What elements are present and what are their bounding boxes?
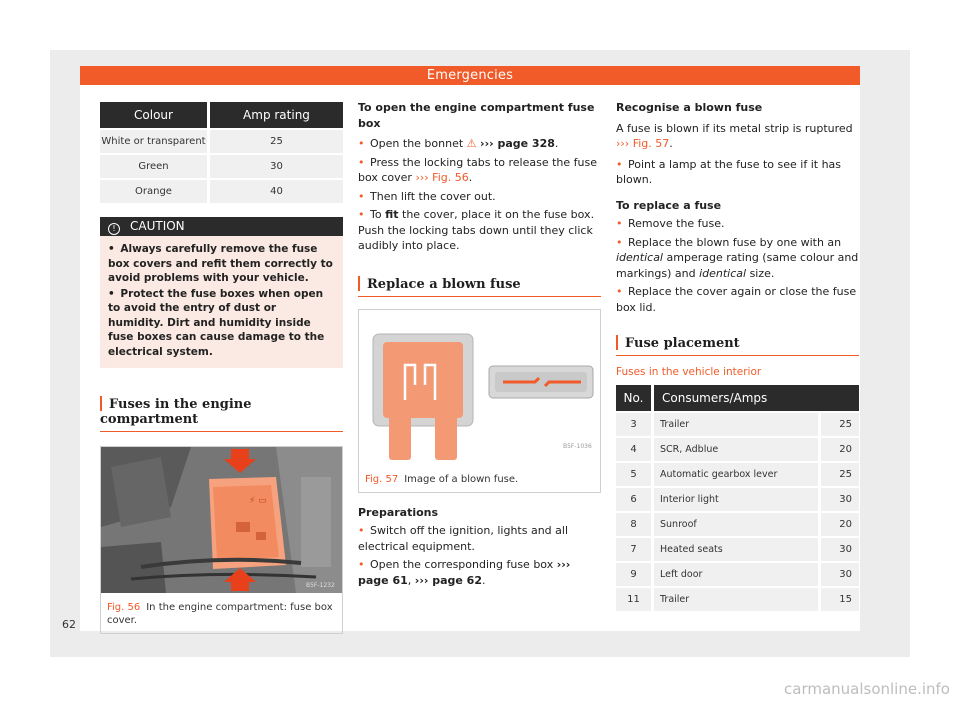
column-middle — [358, 100, 601, 591]
caution-body — [100, 236, 343, 368]
table-header-row — [100, 102, 343, 128]
column-right — [616, 100, 859, 613]
list-item: • Replace the blown fuse by one with an identical amperage rating (same colour and markings) and identical size. — [616, 235, 859, 280]
table-cell: 30 — [210, 155, 343, 178]
list-item: • Replace the cover again or close the fuse box lid. — [616, 285, 857, 314]
table-cell: Orange — [100, 180, 210, 203]
table-row — [100, 130, 343, 153]
bullet-icon: • — [616, 217, 623, 230]
bullet-icon: • — [108, 287, 115, 300]
accent-bar — [358, 276, 360, 291]
table-row: 11 Trailer 15 — [616, 588, 859, 611]
bullet-icon: • — [358, 137, 365, 150]
table-cell: 40 — [210, 180, 343, 203]
table-row: 3 Trailer 25 — [616, 413, 859, 436]
colour-amp-table — [100, 100, 343, 205]
accent-bar — [616, 335, 618, 350]
bullet-icon: • — [358, 208, 365, 221]
column-left — [100, 100, 343, 634]
figure-caption — [101, 597, 342, 633]
figure-56 — [100, 446, 343, 634]
list-item: • Open the bonnet ⚠ ››› page 328. — [358, 137, 559, 150]
table-row — [100, 180, 343, 203]
table-row: 5 Automatic gearbox lever 25 — [616, 463, 859, 486]
caution-item: • Protect the fuse boxes when open to avoid the entry of dust or humidity. Dirt and humidity inside fuse boxes can cause damage to the electrical system. — [108, 287, 325, 358]
list-item: • Remove the fuse. — [616, 217, 725, 230]
figure-text: Image of a blown fuse. — [404, 473, 519, 485]
table-row: 7 Heated seats 30 — [616, 538, 859, 561]
bullet-icon: • — [358, 558, 365, 571]
blown-fuse-illustration — [359, 310, 600, 465]
page-reference-link[interactable]: ››› page 328 — [480, 137, 555, 150]
figure-number: Fig. 56 — [107, 602, 141, 613]
table-caption: Fuses in the vehicle interior — [616, 366, 762, 378]
list-item: • Press the locking tabs to release the fuse box cover ››› Fig. 56. — [358, 155, 598, 184]
table-row: 6 Interior light 30 — [616, 488, 859, 511]
subheading: To replace a fuse — [616, 198, 722, 212]
svg-text:⚡ ▭: ⚡ ▭ — [249, 496, 267, 506]
recognise-blown-fuse — [616, 100, 859, 188]
list-item: • Point a lamp at the fuse to see if it has blown. — [616, 157, 842, 186]
svg-text:B5F-1036: B5F-1036 — [563, 442, 592, 450]
paragraph: A fuse is blown if its metal strip is ruptured ››› Fig. 57. — [616, 121, 853, 150]
table-row: 9 Left door 30 — [616, 563, 859, 586]
open-engine-instructions — [358, 100, 601, 254]
list-item: • Then lift the cover out. — [358, 189, 496, 203]
caution-header — [100, 217, 343, 236]
chapter-header: Emergencies — [80, 66, 860, 85]
svg-text:B5F-1232: B5F-1232 — [306, 582, 335, 589]
caution-item: • Always carefully remove the fuse box covers and refit them correctly to avoid problems with your vehicle. — [108, 243, 333, 284]
accent-bar — [100, 396, 102, 411]
page-reference-link[interactable]: ››› page 61 — [358, 558, 571, 587]
section-title-engine: Fuses in the engine compartment — [100, 396, 343, 432]
bullet-icon: • — [358, 155, 365, 169]
subheading: To open the engine compartment fuse box — [358, 101, 595, 130]
table-header: Amp rating — [210, 102, 343, 128]
table-cell: 25 — [210, 130, 343, 153]
page-reference-link[interactable]: ››› page 62 — [414, 573, 482, 587]
table-header: Colour — [100, 102, 210, 128]
list-item: • Switch off the ignition, lights and all electrical equipment. — [358, 524, 568, 553]
watermark: carmanualsonline.info — [784, 680, 950, 698]
figure-number: Fig. 57 — [365, 473, 399, 485]
list-item: • Open the corresponding fuse box ››› page 61, ››› page 62. — [358, 558, 571, 587]
table-header: No. — [616, 385, 654, 411]
table-cell: White or transparent — [100, 130, 210, 153]
bullet-icon: • — [616, 157, 623, 171]
figure-57 — [358, 309, 601, 493]
fuse-box-cover-photo — [101, 447, 342, 593]
table-row: 4 SCR, Adblue 20 — [616, 438, 859, 461]
table-cell: Green — [100, 155, 210, 178]
bullet-icon: • — [108, 243, 115, 255]
section-title-replace: Replace a blown fuse — [358, 276, 601, 297]
figure-reference-link[interactable]: ››› Fig. 57 — [616, 137, 670, 150]
preparations — [358, 505, 601, 589]
replace-fuse-steps — [616, 198, 859, 316]
table-header: Consumers/Amps — [654, 385, 859, 411]
figure-caption — [359, 469, 600, 492]
section-title-placement: Fuse placement — [616, 335, 859, 356]
subheading: Recognise a blown fuse — [616, 101, 763, 114]
bullet-icon: • — [358, 524, 365, 537]
table-row — [100, 155, 343, 178]
table-header-row — [616, 385, 859, 411]
page-number: 62 — [62, 618, 76, 631]
list-item: • To fit the cover, place it on the fuse box. Push the locking tabs down until they click audibly into place. — [358, 208, 595, 252]
bullet-icon: • — [616, 285, 623, 298]
subheading: Preparations — [358, 505, 439, 519]
bullet-icon: • — [358, 189, 365, 203]
bullet-icon: • — [616, 235, 623, 249]
caution-box — [100, 217, 343, 368]
interior-fuse-table — [616, 383, 859, 613]
table-row: 8 Sunroof 20 — [616, 513, 859, 536]
warning-triangle-icon: ⚠ — [466, 137, 477, 150]
figure-reference-link[interactable]: ››› Fig. 56 — [415, 171, 469, 184]
caution-title: CAUTION — [130, 219, 185, 233]
exclamation-circle-icon: ! — [108, 223, 120, 235]
figure-text: In the engine compartment: fuse box cover. — [107, 602, 333, 626]
